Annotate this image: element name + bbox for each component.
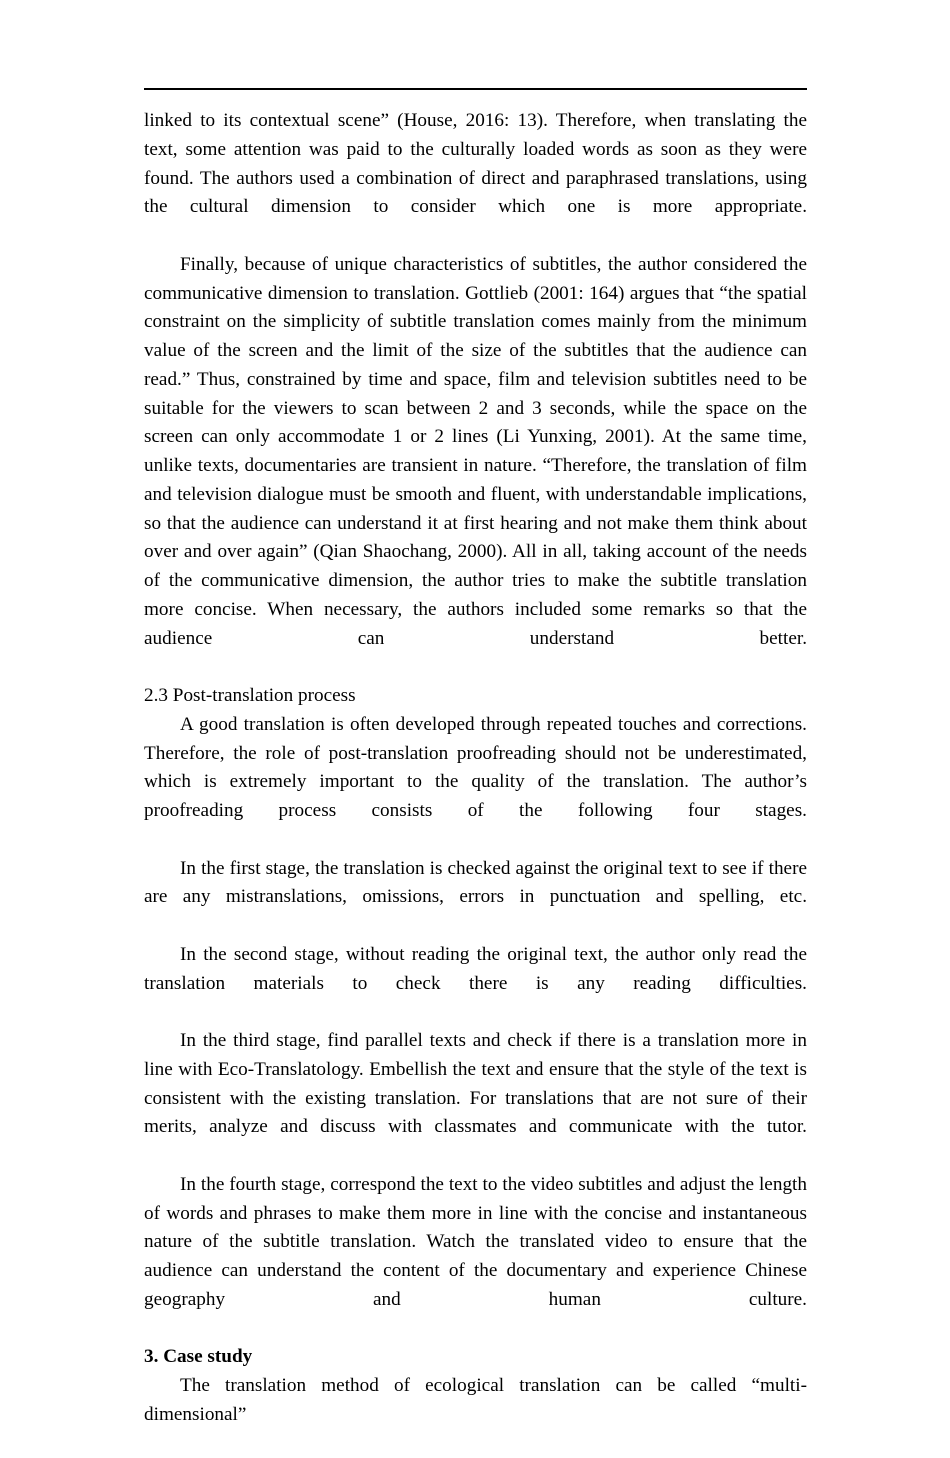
document-body (144, 107, 807, 1458)
paragraph-first-stage: In the first stage, the translation is checked against the original text to see if there are any mistranslations, omissions, errors in punctuation and spelling, etc. (144, 857, 807, 908)
paragraph-communicative-dimension: Finally, because of unique characteristics of subtitles, the author considered the communicative dimension to translation. Gottlieb (2001: 164) argues that “the spatial constraint on the simplicity of subtitle translation comes mainly from the minimum value of the screen and the limit of the size of the subtitles that the audience can read.” Thus, constrained by time and space, film and television subtitles need to be suitable for the viewers to scan between 2 and 3 seconds, while the space on the screen can only accommodate 1 or 2 lines (Li Yunxing, 2001). At the same time, unlike texts, documentaries are transient in nature. “Therefore, the translation of film and television dialogue must be smooth and fluent, with understandable implications, so that the audience can understand it at first hearing and not make them think about over and over again” (Qian Shaochang, 2000). All in all, taking account of the needs of the communicative dimension, the author tries to make the subtitle translation more concise. When necessary, the authors included some remarks so that the audience can understand better. (144, 253, 807, 649)
paragraph-second-stage: In the second stage, without reading the original text, the author only read the translation materials to check there is any reading difficulties. (144, 943, 807, 994)
paragraph-third-stage: In the third stage, find parallel texts and check if there is a translation more in line with Eco-Translatology. Embellish the text and ensure that the style of the text is consistent with the existing translation. For translations that are not sure of their merits, analyze and discuss with classmates and communicate with the tutor. (144, 1030, 807, 1138)
section-heading-3-case-study: 3. Case study (144, 1346, 253, 1368)
paragraph-contextual-scene: linked to its contextual scene” (House, 2016: 13). Therefore, when translating the text, some attention was paid to the culturally loaded words as soon as they were found. The authors used a combination of direct and paraphrased translations, using the cultural dimension to consider which one is more appropriate. (144, 110, 807, 218)
paragraph-proofreading-overview: A good translation is often developed through repeated touches and corrections. Therefore, the role of post-translation proofreading should not be underestimated, which is extremely important to the quality of the translation. The author’s proofreading process consists of the following four stages. (144, 713, 807, 821)
paragraph-case-study-intro: The translation method of ecological translation can be called “multi-dimensional” (144, 1375, 807, 1425)
section-heading-2-3: 2.3 Post-translation process (144, 685, 356, 706)
header-rule (144, 88, 807, 90)
paragraph-fourth-stage: In the fourth stage, correspond the text to the video subtitles and adjust the length of words and phrases to make them more in line with the concise and instantaneous nature of the subtitle translation. Watch the translated video to ensure that the audience can understand the content of the documentary and experience Chinese geography and human culture. (144, 1173, 807, 1310)
